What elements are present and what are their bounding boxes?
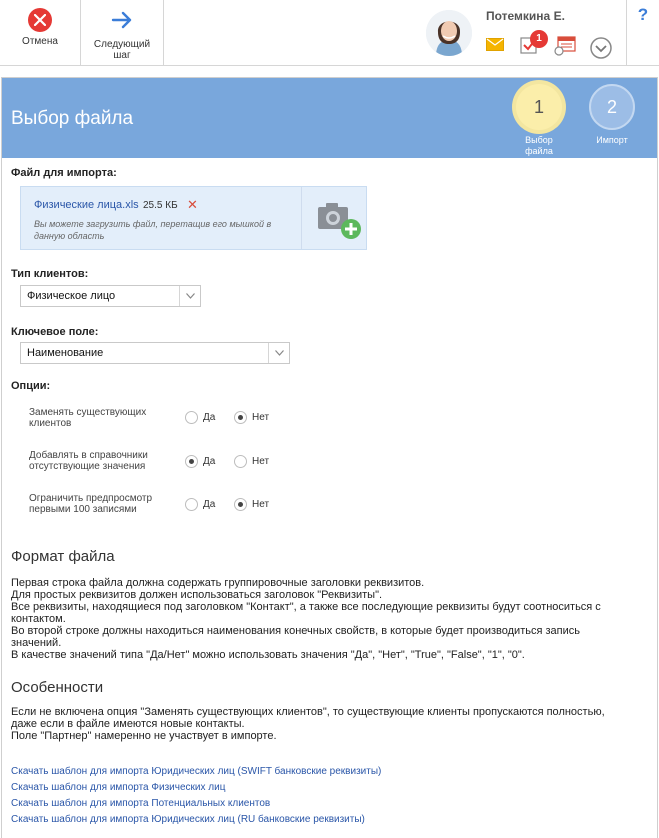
step-1-label-line2: файла xyxy=(525,146,553,156)
toolbar-divider xyxy=(163,0,164,65)
file-format-line: В качестве значений типа "Да/Нет" можно использовать значения "Да", "Нет", "True", "False", "1", "0". xyxy=(11,649,525,661)
option-replace-label xyxy=(29,407,146,429)
features-line: Если не включена опция "Заменять существующих клиентов", то существующие клиенты пропускаются полностью, xyxy=(11,706,605,718)
file-format-line: Во второй строке должны находиться наименования конечных свойств, в которые будет производиться запись xyxy=(11,625,580,637)
option-replace-line1: Заменять существующих xyxy=(29,407,147,418)
file-size: 25.5 КБ xyxy=(143,200,178,211)
option-limit-preview-yes-label[interactable]: Да xyxy=(203,499,216,510)
cancel-icon xyxy=(28,8,52,32)
upload-photo-icon[interactable] xyxy=(317,201,363,241)
download-template-link-individuals[interactable]: Скачать шаблон для импорта Физических лиц xyxy=(11,782,226,793)
option-add-missing-yes-label[interactable]: Да xyxy=(203,456,216,467)
option-add-missing-line1: Добавлять в справочники xyxy=(29,450,148,461)
file-dropzone[interactable] xyxy=(20,186,367,250)
options-label: Опции: xyxy=(11,380,51,392)
step-2-number: 2 xyxy=(589,84,635,130)
cancel-label: Отмена xyxy=(22,36,58,47)
next-step-label-line1: Следующий xyxy=(93,39,151,50)
next-step-label-line2: шаг xyxy=(113,50,131,61)
features-line: Поле "Партнер" намеренно не участвует в импорте. xyxy=(11,730,277,742)
key-field-value: Наименование xyxy=(27,347,104,359)
option-add-missing-label xyxy=(29,450,148,472)
option-limit-preview-line1: Ограничить предпросмотр xyxy=(29,493,153,504)
option-replace-no-label[interactable]: Нет xyxy=(252,412,270,423)
step-1 xyxy=(511,84,567,157)
page-title: Выбор файла xyxy=(11,108,134,129)
client-type-dropdown[interactable] xyxy=(179,286,200,306)
file-format-line: Для простых реквизитов должен использоваться заголовок "Реквизиты". xyxy=(11,589,383,601)
key-field-select[interactable] xyxy=(20,342,290,364)
file-name-link[interactable]: Физические лица.xls xyxy=(34,199,139,211)
user-name[interactable]: Потемкина Е. xyxy=(486,9,565,23)
step-1-label-line1: Выбор xyxy=(525,135,553,145)
toolbar xyxy=(0,0,659,66)
option-limit-preview-no-label[interactable]: Нет xyxy=(252,499,270,510)
client-type-label: Тип клиентов: xyxy=(11,268,89,280)
option-add-missing-no-label[interactable]: Нет xyxy=(252,456,270,467)
client-type-select[interactable] xyxy=(20,285,201,307)
option-add-missing-no-radio[interactable] xyxy=(234,455,247,468)
option-limit-preview-label xyxy=(29,493,152,515)
client-type-value: Физическое лицо xyxy=(27,290,116,302)
download-template-link-leads[interactable]: Скачать шаблон для импорта Потенциальных клиентов xyxy=(11,798,271,809)
avatar[interactable] xyxy=(426,10,472,56)
features-text xyxy=(11,706,651,742)
dropzone-divider xyxy=(301,187,302,249)
tasks-badge: 1 xyxy=(530,30,548,48)
key-field-dropdown[interactable] xyxy=(268,343,289,363)
arrow-right-icon xyxy=(110,8,134,32)
step-1-number: 1 xyxy=(516,84,562,130)
chevron-down-icon xyxy=(275,350,284,356)
download-template-link-ru[interactable]: Скачать шаблон для импорта Юридических лиц (RU банковские реквизиты) xyxy=(11,814,365,825)
features-line: даже если в файле имеются новые контакты. xyxy=(11,718,245,730)
option-replace-yes-label[interactable]: Да xyxy=(203,412,216,423)
help-button[interactable]: ? xyxy=(626,0,659,65)
file-format-text xyxy=(11,577,651,661)
features-title: Особенности xyxy=(11,679,104,696)
option-limit-preview-line2: первыми 100 записями xyxy=(29,504,137,515)
option-replace-no-radio[interactable] xyxy=(234,411,247,424)
option-limit-preview-yes-radio[interactable] xyxy=(185,498,198,511)
file-section-label: Файл для импорта: xyxy=(11,167,117,179)
dropzone-hint: Вы можете загрузить файл, перетащив его мышкой в данную область xyxy=(34,219,272,241)
step-2-label: Импорт xyxy=(596,135,628,145)
file-format-line: контактом. xyxy=(11,613,66,625)
import-panel xyxy=(1,77,658,838)
mail-icon[interactable] xyxy=(486,38,504,51)
user-area xyxy=(420,0,626,65)
chevron-down-icon xyxy=(186,293,195,299)
option-replace-yes-radio[interactable] xyxy=(185,411,198,424)
calendar-icon[interactable] xyxy=(554,36,576,56)
file-format-line: Первая строка файла должна содержать группировочные заголовки реквизитов. xyxy=(11,577,425,589)
panel-header xyxy=(2,78,657,158)
option-add-missing-line2: отсутствующие значения xyxy=(29,461,146,472)
option-limit-preview-no-radio[interactable] xyxy=(234,498,247,511)
option-add-missing-yes-radio[interactable] xyxy=(185,455,198,468)
step-2 xyxy=(584,84,640,146)
toolbar-divider xyxy=(80,0,81,65)
remove-file-icon[interactable]: ✕ xyxy=(187,197,198,212)
option-replace-line2: клиентов xyxy=(29,418,72,429)
file-format-line: Все реквизиты, находящиеся под заголовком "Контакт", а также все последующие реквизиты будут соотноситься с xyxy=(11,601,601,613)
next-step-button[interactable] xyxy=(84,0,160,65)
file-format-line: значений. xyxy=(11,637,62,649)
key-field-label: Ключевое поле: xyxy=(11,326,99,338)
download-template-link-swift[interactable]: Скачать шаблон для импорта Юридических лиц (SWIFT банковские реквизиты) xyxy=(11,766,382,777)
file-format-title: Формат файла xyxy=(11,548,115,565)
chevron-down-icon[interactable] xyxy=(590,37,612,59)
cancel-button[interactable] xyxy=(8,0,72,65)
